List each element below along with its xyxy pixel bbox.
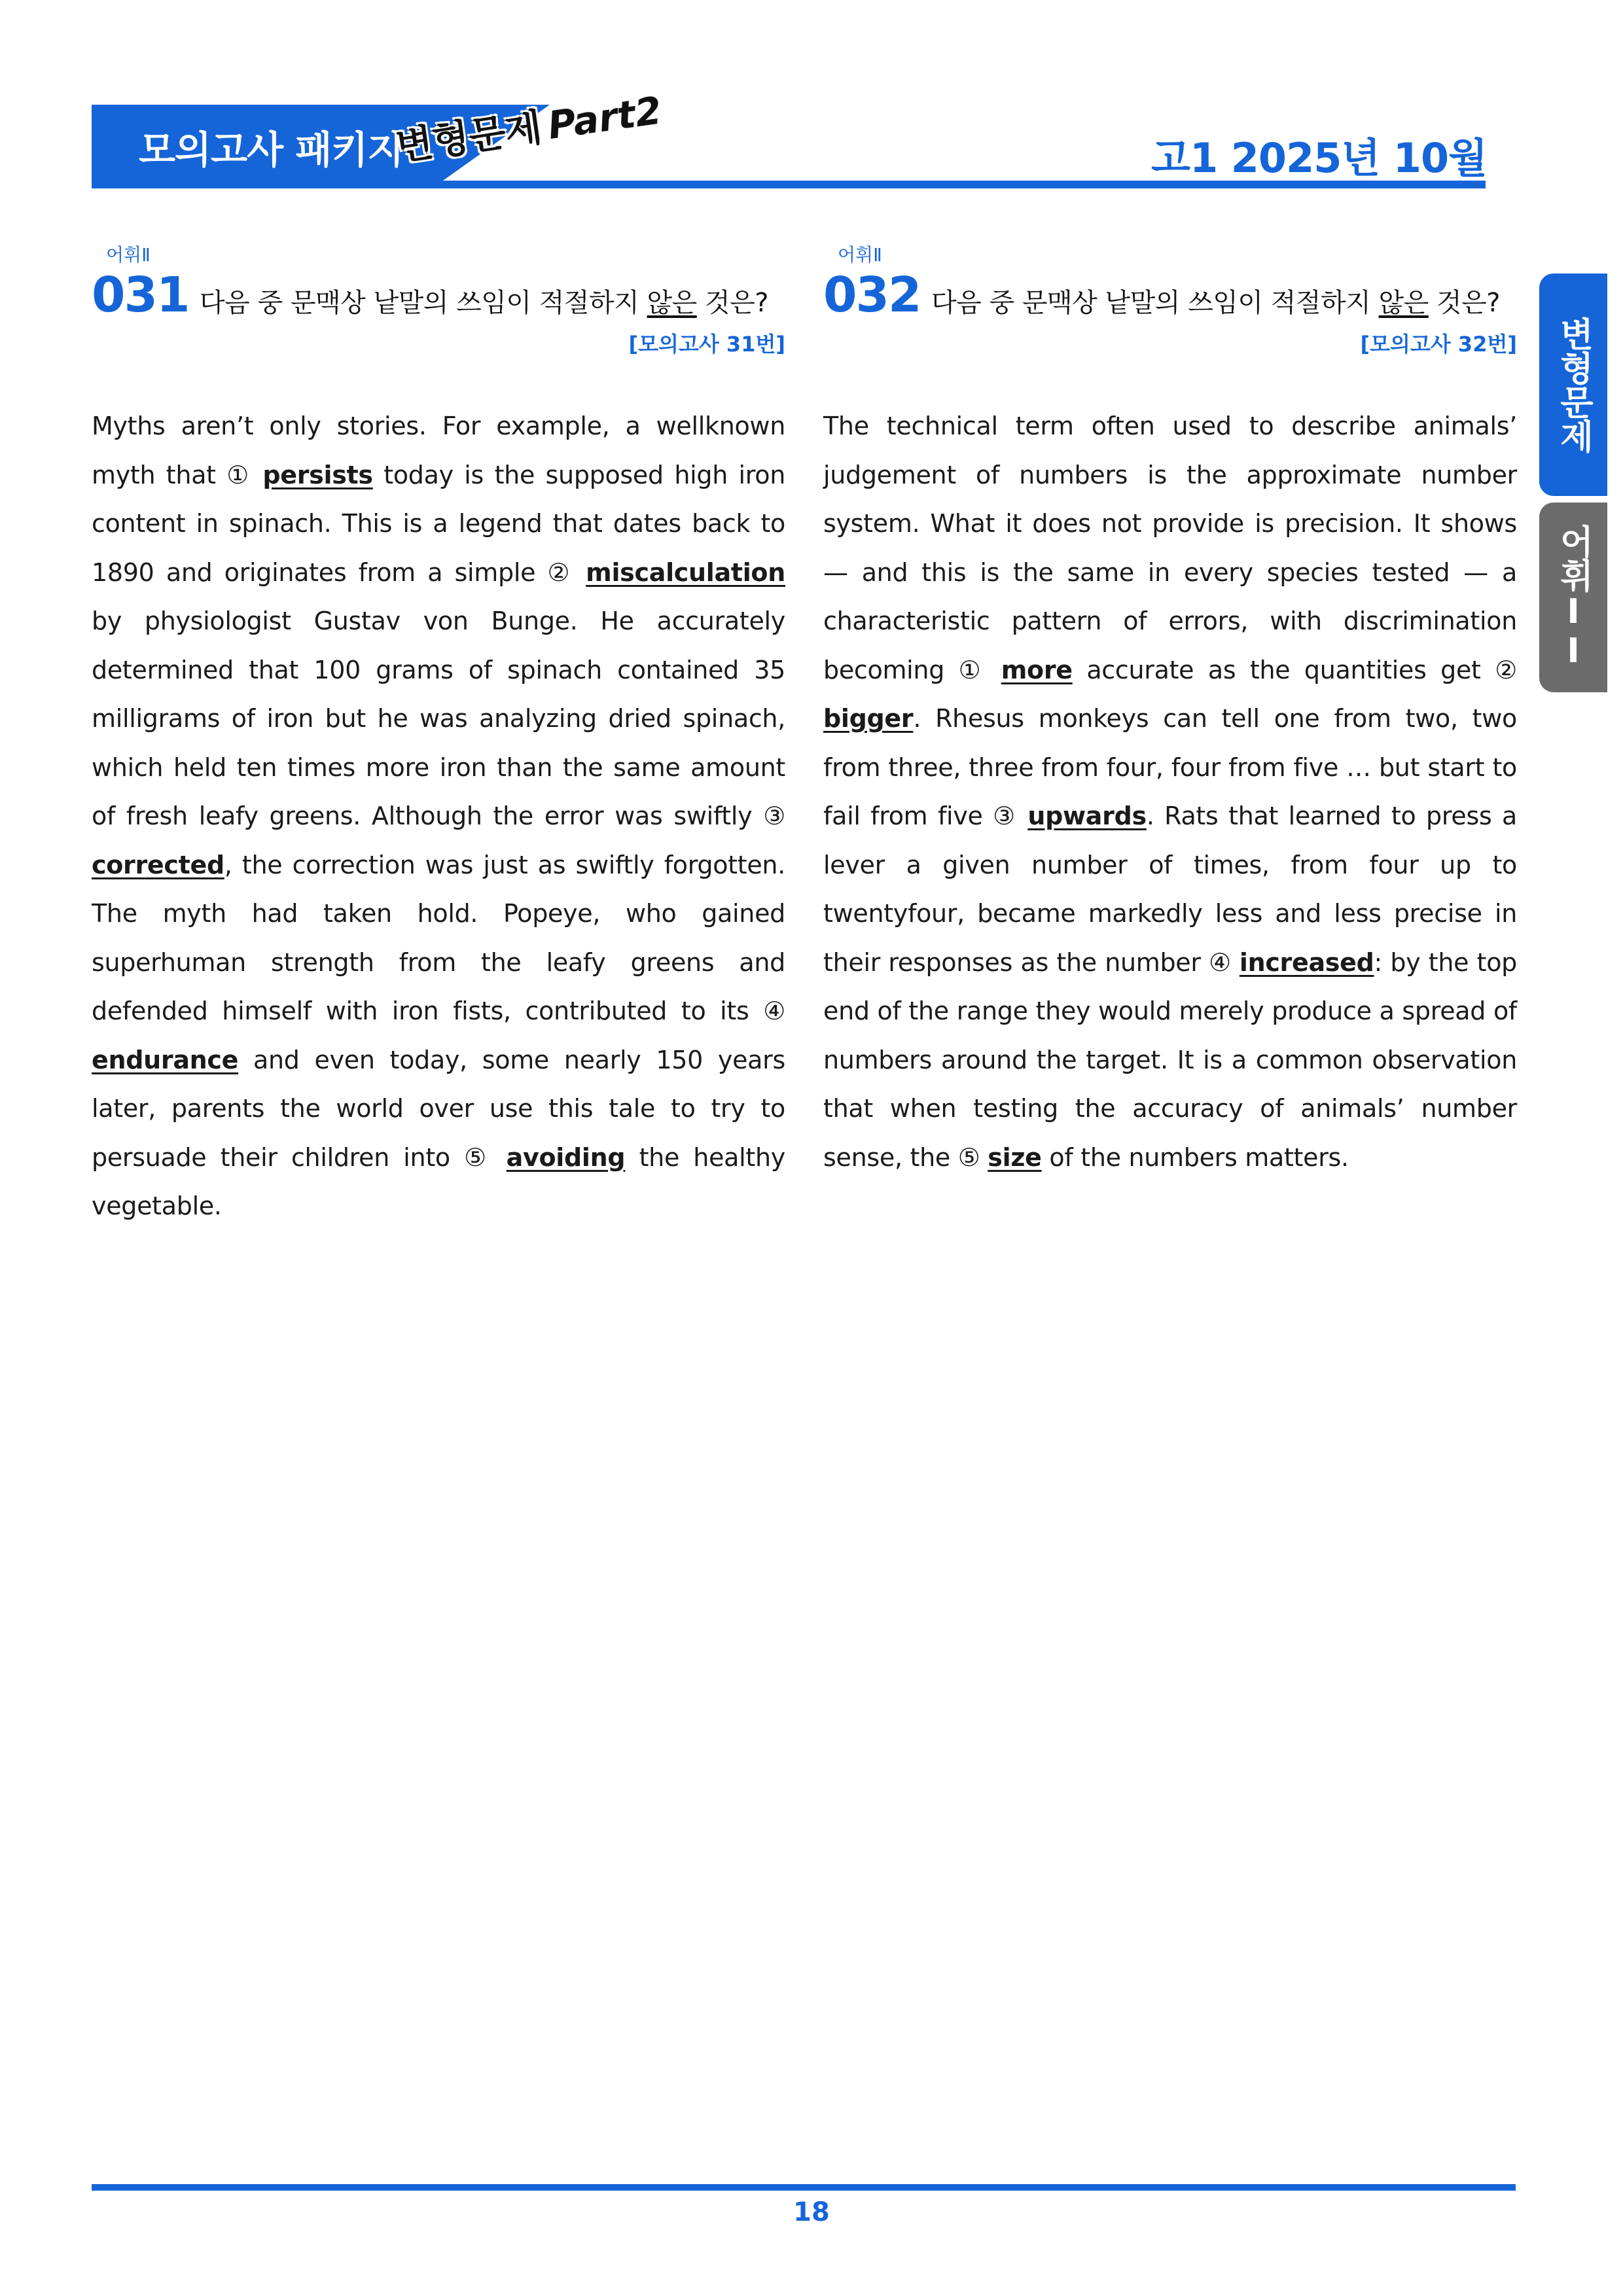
prompt-text-end: 것은?	[1428, 288, 1501, 318]
underlined-keyword: avoiding	[506, 1142, 626, 1172]
underlined-keyword: upwards	[1027, 802, 1147, 830]
question-category: 어휘Ⅱ	[838, 244, 882, 266]
header-subtitle-text: 변형문제	[393, 105, 545, 169]
passage-text: Myths aren’t only stories. For example, a wellknown myth that ①	[92, 412, 785, 489]
passage-text: accurate as the quantities get ②	[1072, 655, 1517, 684]
question-source: [모의고사 32번]	[1360, 332, 1517, 357]
footer-rule	[92, 2184, 1516, 2191]
header-subtitle-part: Part2	[544, 88, 665, 149]
underlined-keyword: corrected	[92, 850, 224, 879]
question-number: 031	[92, 267, 189, 323]
prompt-emphasis: 않은	[1378, 288, 1429, 318]
underlined-keyword: bigger	[823, 704, 914, 733]
question-block	[92, 243, 785, 1231]
passage-text: : by the top end of the range they would merely produce a spread of numbers around the target. It is a common observation that when testing the accuracy of animals’ number sense, the ⑤	[823, 947, 1517, 1172]
passage-text: . Rats that learned to press a lever a given number of times, from four up to twentyfour, became markedly less and less precise in their responses as the number ④	[823, 802, 1518, 977]
question-passage	[92, 402, 785, 1231]
passage-text: today is the supposed high iron content in spinach. This is a legend that dates back to 1890 and originates from a simple ②	[92, 460, 785, 587]
passage-text: . Rhesus monkeys can tell one from two, two from three, three from four, four from five … but start to fail from five ③	[823, 704, 1517, 830]
passage-text: The technical term often used to describe animals’ judgement of numbers is the approximate number system. What it does not provide is precision. It shows — and this is the same in every species tested — a characteristic pattern of errors, with discrimination becoming ①	[823, 412, 1517, 684]
underlined-keyword: more	[1001, 655, 1073, 684]
prompt-text: 다음 중 문맥상 낱말의 쓰임이 적절하지	[931, 288, 1379, 318]
header-title: 모의고사 패키지	[139, 128, 404, 172]
prompt-text: 다음 중 문맥상 낱말의 쓰임이 적절하지	[200, 288, 647, 318]
passage-text: by physiologist Gustav von Bunge. He accurately determined that 100 grams of spinach contained 35 milligrams of iron but he was analyzing dried spinach, which held ten times more iron than the same amount of fresh leafy greens. Although the error was swiftly ③	[92, 607, 785, 830]
passage-text: , the correction was just as swiftly forgotten. The myth had taken hold. Popeye, who gained superhuman strength from the leafy greens and defended himself with iron fists, contributed to its ④	[92, 850, 785, 1025]
passage-text: of the numbers matters.	[1041, 1142, 1349, 1172]
side-tab-section[interactable]: 변형문제	[1539, 274, 1607, 496]
question-prompt	[931, 282, 1500, 319]
question-passage	[823, 402, 1517, 1182]
passage-text: and even today, some nearly 150 years later, parents the world over use this tale to try to persuade their children into ⑤	[92, 1045, 785, 1172]
question-block	[823, 243, 1517, 1182]
question-number: 032	[823, 267, 921, 323]
question-source: [모의고사 31번]	[628, 332, 785, 357]
underlined-keyword: size	[988, 1142, 1042, 1172]
page-number: 18	[793, 2197, 830, 2227]
prompt-emphasis: 않은	[647, 288, 697, 318]
underlined-keyword: miscalculation	[586, 557, 785, 587]
underlined-keyword: endurance	[92, 1045, 239, 1074]
side-tab-category[interactable]: 어휘II	[1539, 503, 1607, 692]
passage-text: the healthy vegetable.	[92, 1142, 785, 1220]
question-header	[92, 267, 785, 326]
question-category: 어휘Ⅱ	[106, 244, 151, 266]
underlined-keyword: persists	[262, 460, 373, 489]
underlined-keyword: increased	[1239, 947, 1374, 977]
question-prompt	[200, 282, 768, 319]
exam-label: 고1 2025년 10월	[1151, 134, 1487, 182]
prompt-text-end: 것은?	[696, 288, 769, 318]
question-header	[823, 267, 1517, 326]
